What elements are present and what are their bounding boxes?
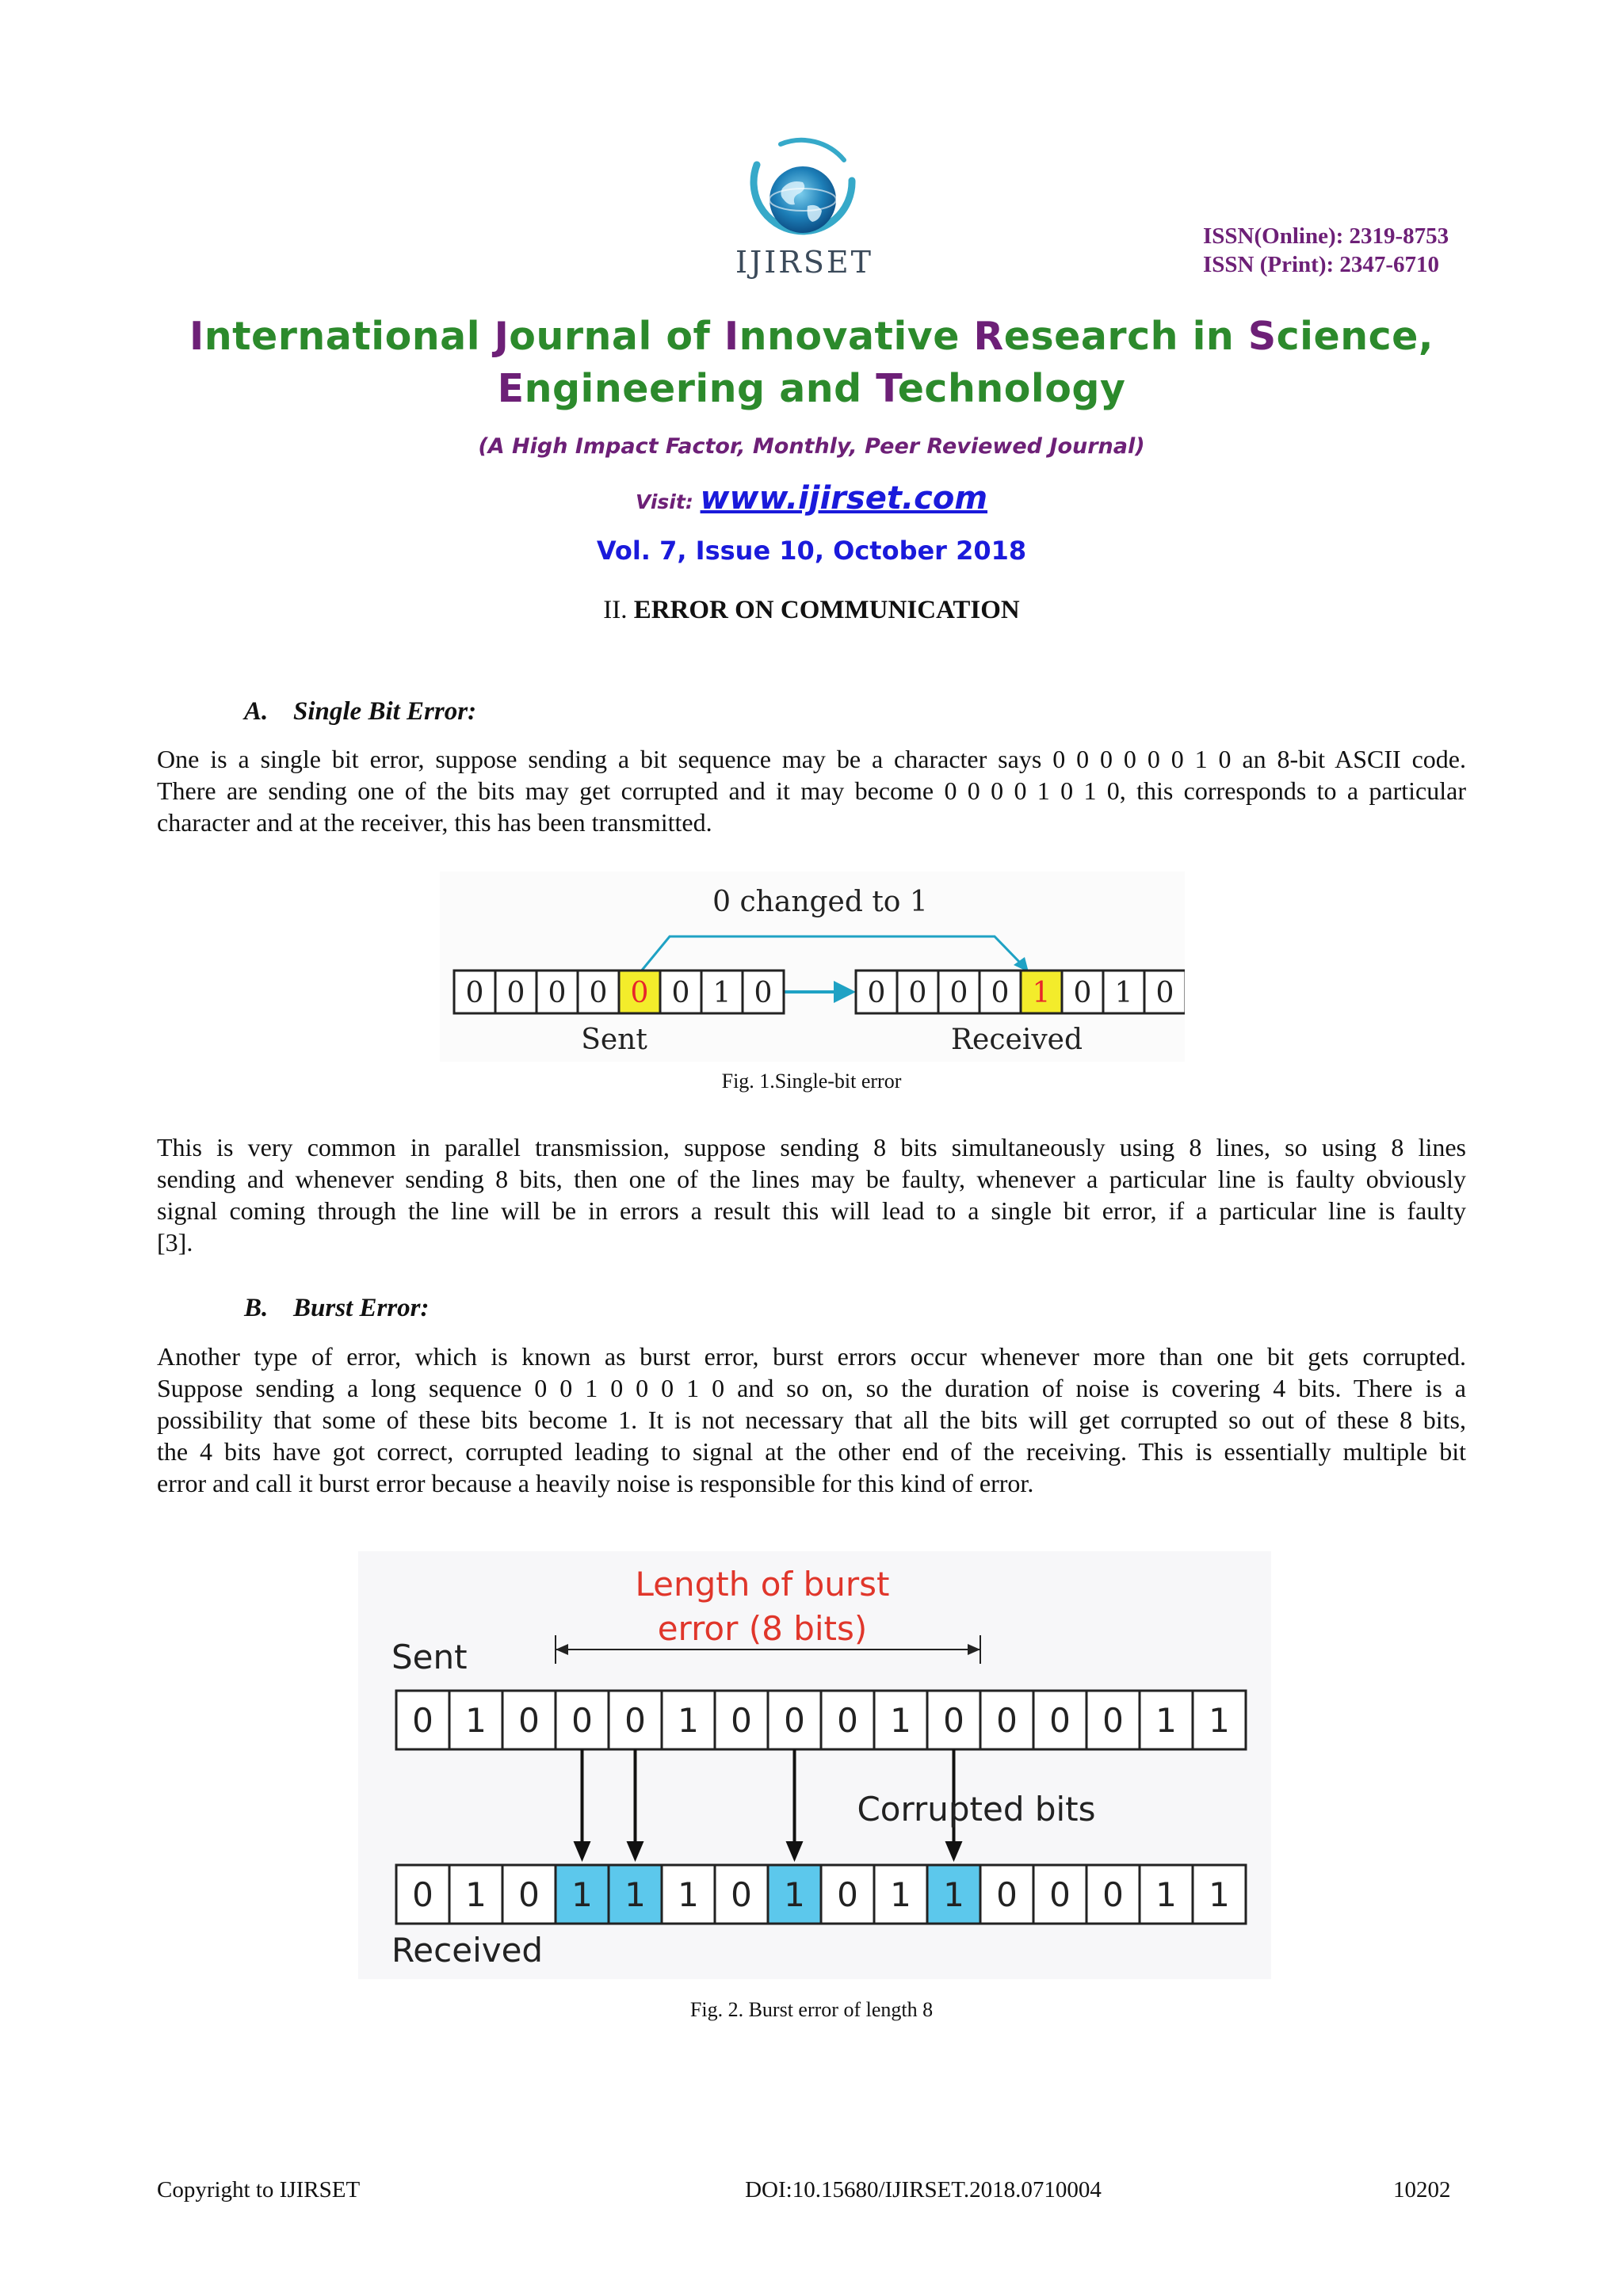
fig2-received-bit-value: 0 bbox=[518, 1875, 540, 1914]
paragraph-line: possibility that some of these bits become 1. It is not necessary that all the bits will get corrupted so out of these 8 bits, bbox=[157, 1405, 1466, 1434]
journal-title-line-1: International Journal of Innovative Research in Science, bbox=[189, 314, 1434, 359]
figure-1-caption: Fig. 1.Single-bit error bbox=[721, 1070, 902, 1093]
fig2-sent-bit-value: 0 bbox=[837, 1701, 858, 1740]
volume-issue: Vol. 7, Issue 10, October 2018 bbox=[596, 536, 1027, 566]
paragraph-line: character and at the receiver, this has been transmitted. bbox=[157, 808, 712, 837]
fig2-received-bit-value: 1 bbox=[890, 1875, 911, 1914]
single-bit-diagram bbox=[440, 871, 1185, 1062]
fig2-received-label: Received bbox=[391, 1931, 544, 1970]
fig1-received-label: Received bbox=[950, 1024, 1083, 1056]
footer-copyright: Copyright to IJIRSET bbox=[157, 2177, 361, 2203]
figure-single-bit-error bbox=[440, 871, 1185, 1062]
fig1-received-register bbox=[856, 971, 1185, 1013]
fig2-received-bit-value: 1 bbox=[1155, 1875, 1177, 1914]
paragraph-burst bbox=[157, 1341, 1466, 1499]
fig1-received-bit-value: 0 bbox=[991, 977, 1010, 1009]
paragraph-line: One is a single bit error, suppose sending a bit sequence may be a character says 0 0 0 0 0 0 1 0 an 8-bit ASCII code. bbox=[157, 745, 1466, 773]
fig1-sent-bit-value: 0 bbox=[548, 977, 567, 1009]
fig2-received-bit-value: 1 bbox=[624, 1875, 646, 1914]
fig1-received-bit-value: 0 bbox=[867, 977, 886, 1009]
burst-error-diagram bbox=[358, 1551, 1271, 1979]
paragraph-line: the 4 bits have got correct, corrupted leading to signal at the other end of the receiving. This is essentially multiple bit bbox=[157, 1437, 1466, 1466]
fig2-sent-bit-value: 0 bbox=[624, 1701, 646, 1740]
website-link[interactable]: www.ijirset.com bbox=[700, 480, 988, 517]
fig1-change-arrow bbox=[640, 936, 1022, 972]
fig2-received-bit-value: 0 bbox=[1102, 1875, 1124, 1914]
journal-logo bbox=[725, 133, 884, 284]
fig2-sent-bit-value: 1 bbox=[1209, 1701, 1230, 1740]
fig2-corruption-arrowhead bbox=[574, 1841, 591, 1862]
fig1-sent-bit-value: 0 bbox=[671, 977, 690, 1009]
fig2-length-label-1: Length of burst bbox=[635, 1565, 890, 1604]
paragraph-single-bit bbox=[157, 743, 1466, 838]
globe-logo-icon bbox=[725, 133, 884, 284]
fig1-received-bit-value: 1 bbox=[1114, 977, 1133, 1009]
paragraph-line: signal coming through the line will be in errors a result this will lead to a single bit error, if a particular line is faulty bbox=[157, 1196, 1466, 1225]
paragraph-parallel bbox=[157, 1131, 1466, 1258]
fig1-received-bit-value: 0 bbox=[908, 977, 927, 1009]
visit-label: Visit: bbox=[635, 490, 701, 513]
section-number: II. bbox=[603, 596, 634, 624]
fig2-span-right-arrowhead bbox=[968, 1644, 980, 1655]
subsection-b-title: Burst Error: bbox=[293, 1294, 430, 1322]
fig2-sent-label: Sent bbox=[391, 1638, 468, 1676]
fig1-received-bit-value: 0 bbox=[1073, 977, 1092, 1009]
fig2-received-bit-value: 0 bbox=[412, 1875, 433, 1914]
fig2-corruption-arrowhead bbox=[945, 1841, 963, 1862]
fig1-received-bit-value: 0 bbox=[1155, 977, 1174, 1009]
fig2-sent-bit-value: 0 bbox=[518, 1701, 540, 1740]
fig2-received-bit-value: 0 bbox=[731, 1875, 752, 1914]
fig2-sent-bit-value: 0 bbox=[943, 1701, 964, 1740]
paragraph-line: This is very common in parallel transmission, suppose sending 8 bits simultaneously using 8 lines, so using 8 lines bbox=[157, 1133, 1466, 1161]
fig2-sent-bit-value: 0 bbox=[731, 1701, 752, 1740]
fig1-sent-bit-value: 0 bbox=[506, 977, 525, 1009]
fig2-corrupted-label: Corrupted bits bbox=[857, 1790, 1096, 1829]
paragraph-line: There are sending one of the bits may get corrupted and it may become 0 0 0 0 1 0 1 0, this corresponds to a particular bbox=[157, 776, 1466, 805]
subsection-a-heading bbox=[244, 697, 476, 727]
fig2-sent-register bbox=[396, 1691, 1246, 1749]
journal-subtitle: (A High Impact Factor, Monthly, Peer Reviewed Journal) bbox=[478, 434, 1145, 459]
fig2-corruption-arrowhead bbox=[627, 1841, 644, 1862]
fig2-received-bit-value: 1 bbox=[571, 1875, 593, 1914]
visit-line bbox=[0, 480, 1623, 517]
fig2-received-bit-value: 1 bbox=[1209, 1875, 1230, 1914]
issn-print: ISSN (Print): 2347-6710 bbox=[1203, 252, 1440, 277]
fig1-sent-bit-value: 0 bbox=[754, 977, 773, 1009]
fig2-length-label-2: error (8 bits) bbox=[657, 1609, 868, 1648]
fig2-received-bit-value: 0 bbox=[1049, 1875, 1071, 1914]
figure-2-caption: Fig. 2. Burst error of length 8 bbox=[689, 1998, 934, 2021]
paragraph-line: [3]. bbox=[157, 1228, 193, 1257]
journal-title-line-2: Engineering and Technology bbox=[497, 366, 1126, 411]
fig1-sent-bit-value: 0 bbox=[465, 977, 484, 1009]
fig1-sent-register bbox=[454, 971, 784, 1013]
fig1-received-bit-value: 1 bbox=[1032, 977, 1051, 1009]
section-heading bbox=[0, 596, 1623, 625]
fig2-received-bit-value: 1 bbox=[678, 1875, 699, 1914]
fig2-sent-bit-value: 1 bbox=[890, 1701, 911, 1740]
fig2-sent-bit-value: 0 bbox=[412, 1701, 433, 1740]
paragraph-line: sending and whenever sending 8 bits, then one of the lines may be faulty, whenever a particular line is faulty obviously bbox=[157, 1165, 1466, 1193]
fig1-transmit-arrowhead bbox=[834, 981, 856, 1003]
subsection-a-title: Single Bit Error: bbox=[293, 697, 477, 726]
fig2-sent-bit-value: 0 bbox=[1049, 1701, 1071, 1740]
fig2-received-bit-value: 0 bbox=[996, 1875, 1018, 1914]
paragraph-line: Suppose sending a long sequence 0 0 1 0 0 0 1 0 and so on, so the duration of noise is covering 4 bits. There is a bbox=[157, 1374, 1466, 1402]
footer-page-number: 10202 bbox=[1393, 2177, 1451, 2203]
fig2-received-bit-value: 0 bbox=[837, 1875, 858, 1914]
fig2-received-bit-value: 1 bbox=[465, 1875, 487, 1914]
fig1-sent-label: Sent bbox=[581, 1024, 647, 1056]
paragraph-line: error and call it burst error because a heavily noise is responsible for this kind of error. bbox=[157, 1469, 1034, 1497]
fig1-received-bit-value: 0 bbox=[949, 977, 968, 1009]
fig2-corruption-arrowhead bbox=[786, 1841, 804, 1862]
fig2-received-register bbox=[396, 1865, 1246, 1924]
subsection-a-label: A. bbox=[244, 697, 269, 726]
fig2-span-left-arrowhead bbox=[556, 1644, 568, 1655]
fig2-sent-bit-value: 0 bbox=[1102, 1701, 1124, 1740]
fig1-sent-bit-value: 0 bbox=[589, 977, 608, 1009]
fig2-sent-bit-value: 0 bbox=[784, 1701, 805, 1740]
issn-online: ISSN(Online): 2319-8753 bbox=[1203, 223, 1449, 249]
fig1-sent-bit-value: 1 bbox=[712, 977, 731, 1009]
fig2-sent-bit-value: 1 bbox=[678, 1701, 699, 1740]
paragraph-line: Another type of error, which is known as burst error, burst errors occur whenever more than one bit gets corrupted. bbox=[157, 1342, 1466, 1371]
fig2-sent-bit-value: 1 bbox=[1155, 1701, 1177, 1740]
fig2-sent-bit-value: 1 bbox=[465, 1701, 487, 1740]
fig2-sent-bit-value: 0 bbox=[571, 1701, 593, 1740]
fig1-annotation: 0 changed to 1 bbox=[712, 886, 928, 918]
figure-burst-error bbox=[358, 1551, 1271, 1979]
fig2-received-bit-value: 1 bbox=[943, 1875, 964, 1914]
logo-text: IJIRSET bbox=[735, 245, 873, 280]
subsection-b-heading bbox=[244, 1294, 430, 1323]
footer-doi: DOI:10.15680/IJIRSET.2018.0710004 bbox=[745, 2177, 1102, 2203]
subsection-b-label: B. bbox=[244, 1294, 269, 1322]
fig2-received-bit-value: 1 bbox=[784, 1875, 805, 1914]
fig2-sent-bit-value: 0 bbox=[996, 1701, 1018, 1740]
fig1-sent-bit-value: 0 bbox=[630, 977, 649, 1009]
section-title: ERROR ON COMMUNICATION bbox=[633, 596, 1020, 624]
